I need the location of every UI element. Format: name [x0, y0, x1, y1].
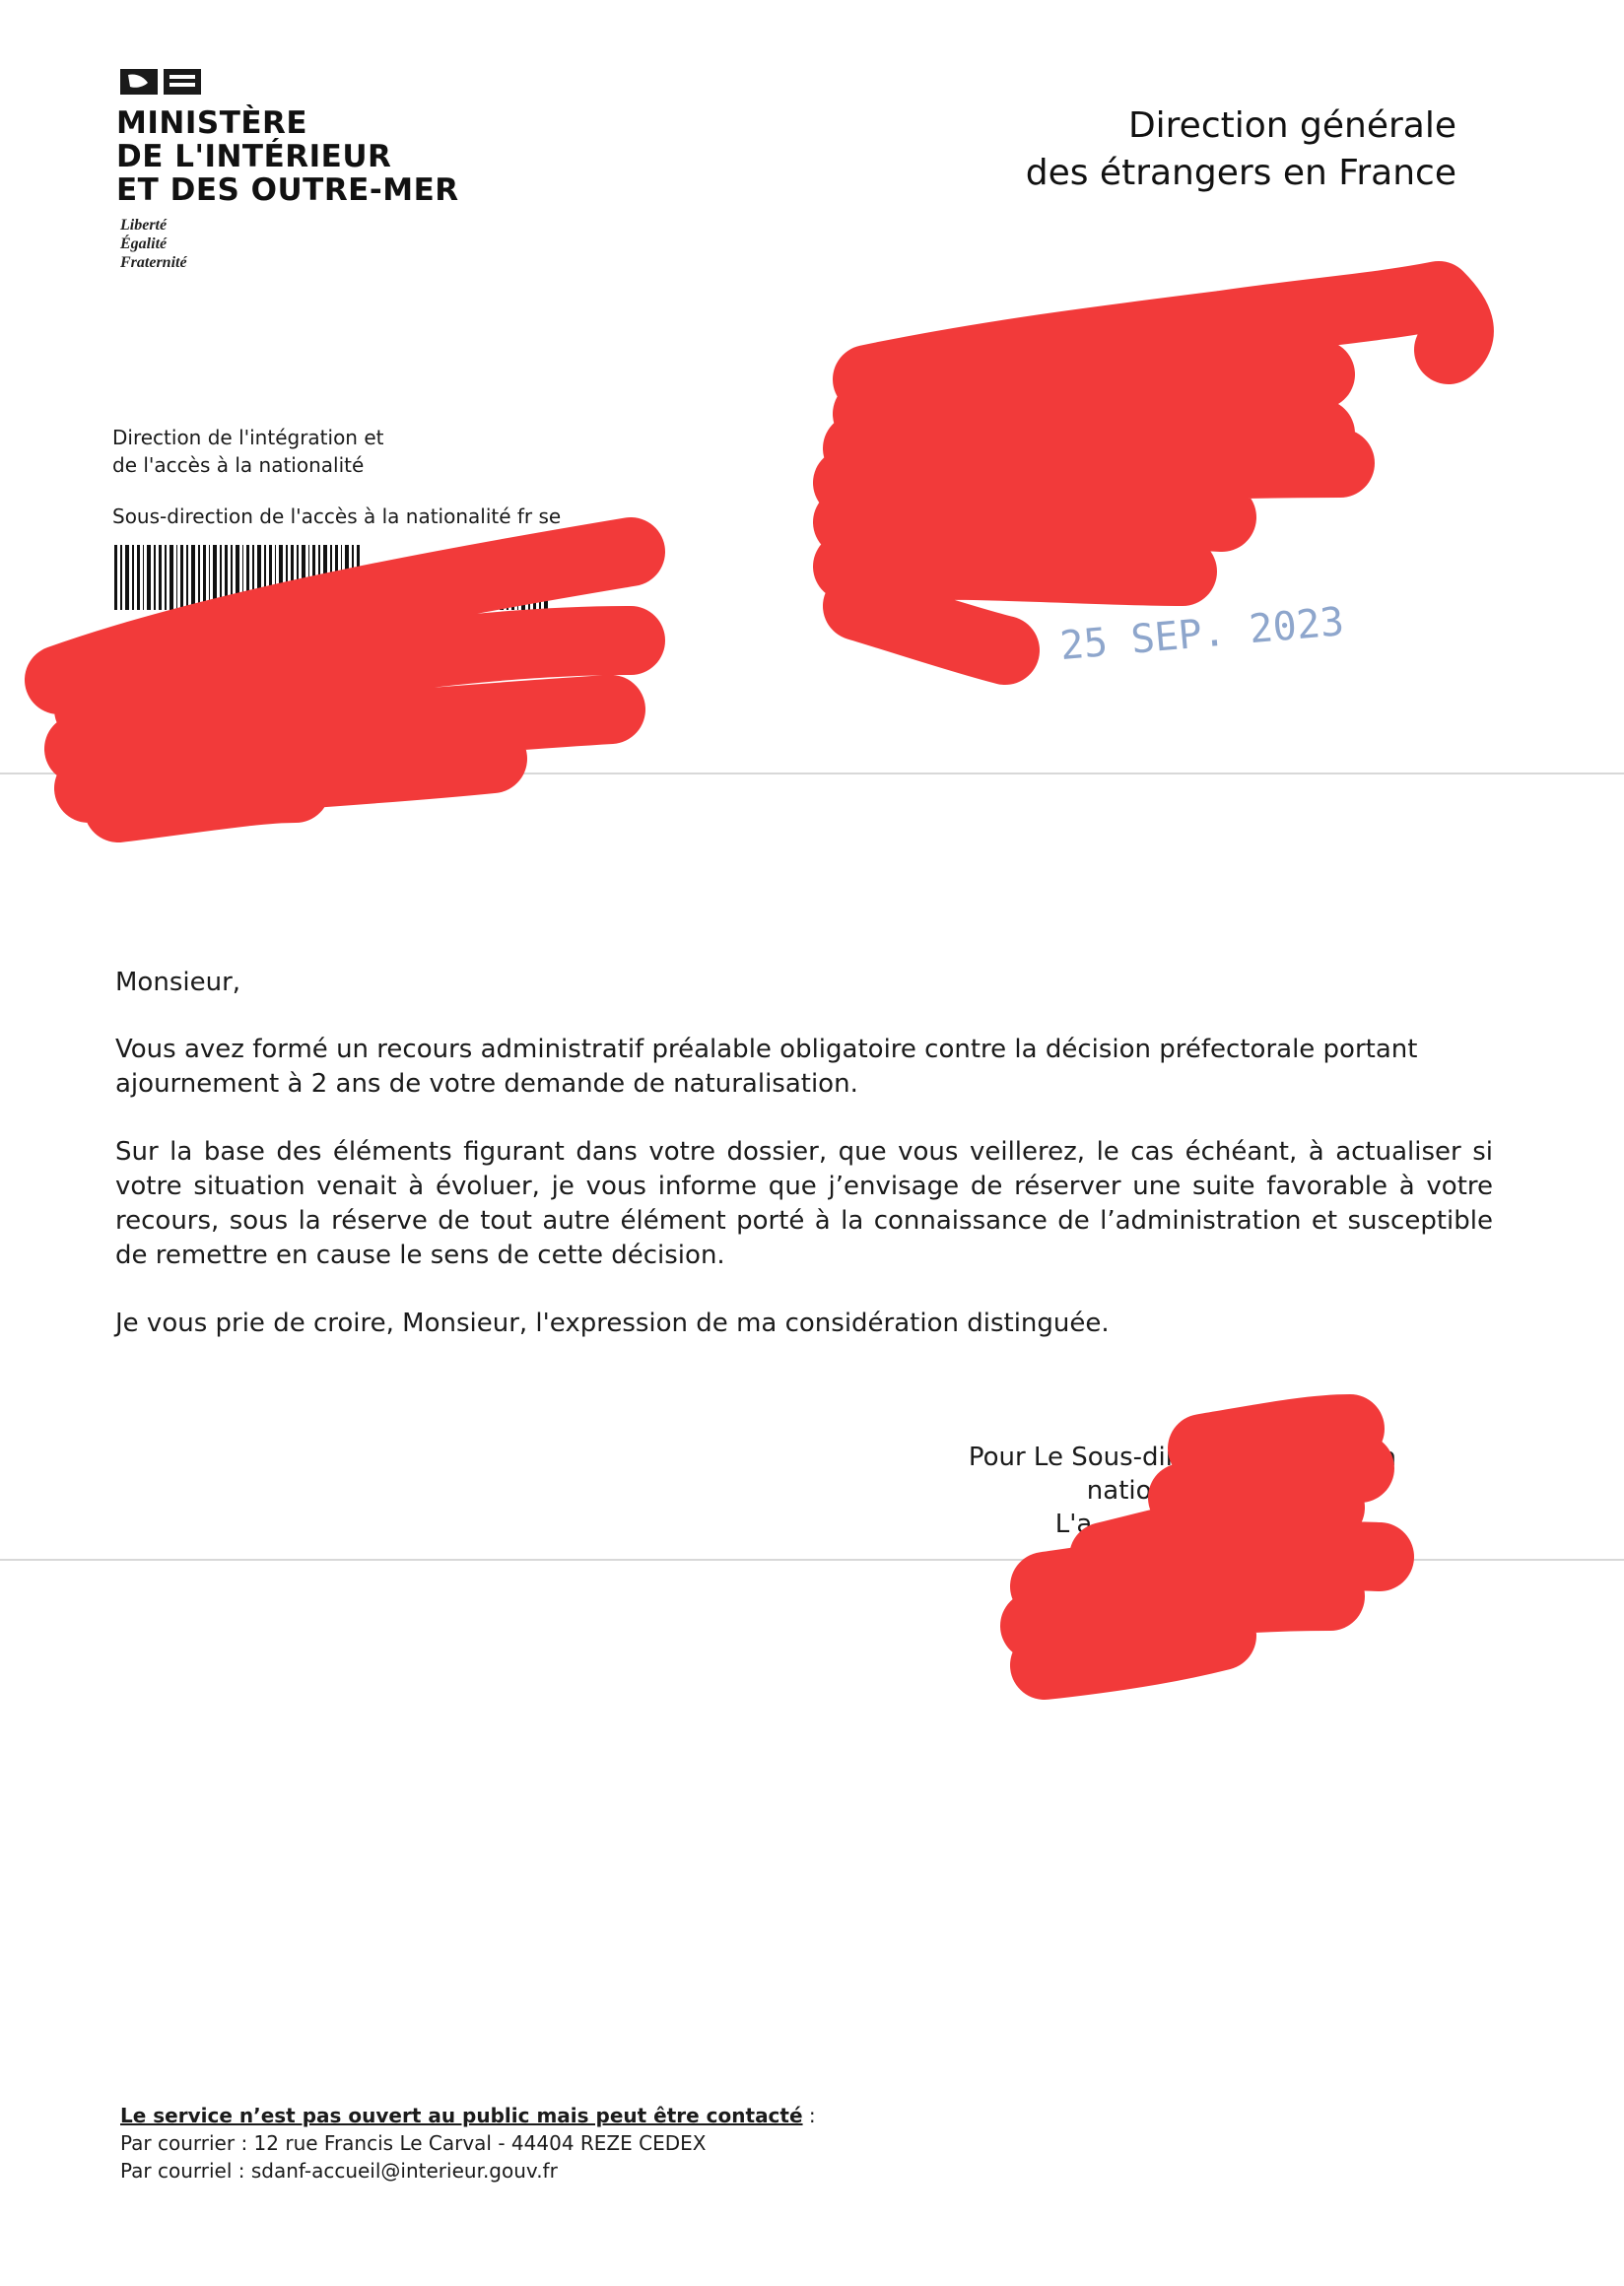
received-date-stamp	[1057, 599, 1346, 670]
letter-paragraph-2: Sur la base des éléments figurant dans votre dossier, que vous veillerez, le cas échéant, à actualiser si votre situation venait à évoluer, je vous informe que j’envisage de réserver une suite favorable à votre recours, sous la réserve de tout autre élément porté à la connaissance de l’administration et susceptible de remettre en cause le sens de cette décision.	[115, 1137, 1493, 1270]
service-line-1: Direction de l'intégration et	[112, 426, 384, 449]
footer-email-address: Par courriel : sdanf-accueil@interieur.gouv.fr	[120, 2159, 558, 2183]
signature-line-3: L'a sier,	[1054, 1510, 1311, 1539]
letter-salutation: Monsieur,	[115, 968, 241, 997]
barcode	[114, 545, 558, 610]
subdirection-line: Sous-direction de l'accès à la nationalité fr se	[112, 504, 562, 528]
footer-mail-address: Par courrier : 12 rue Francis Le Carval - 44404 REZE CEDEX	[120, 2131, 707, 2155]
direction-line-2: des étrangers en France	[1025, 153, 1456, 193]
letter-paragraph-1: Vous avez formé un recours administratif préalable obligatoire contre la décision préfectorale portant ajournement à 2 ans de votre demande de naturalisation.	[115, 1035, 1418, 1099]
marianne-logo-icon	[118, 65, 203, 99]
ministry-name	[116, 106, 459, 207]
ministry-line-1: MINISTÈRE	[116, 105, 308, 141]
signature-block	[926, 1441, 1439, 1541]
direction-generale-title	[1026, 102, 1456, 197]
stamp-date-text: 25 SEP. 2023	[1057, 599, 1346, 670]
ministry-line-3: ET DES OUTRE-MER	[116, 172, 459, 208]
ministry-line-2: DE L'INTÉRIEUR	[116, 139, 392, 174]
fold-line-bottom	[0, 1559, 1624, 1561]
footer-lead-suffix: :	[802, 2104, 816, 2127]
letter-closing: Je vous prie de croire, Monsieur, l'expression de ma considération distinguée.	[115, 1309, 1110, 1338]
republic-motto	[120, 216, 187, 272]
redaction-scribble-top-right	[847, 296, 1459, 650]
fold-line-top	[0, 773, 1624, 774]
motto-fraternite: Fraternité	[120, 254, 187, 271]
footer-lead: Le service n’est pas ouvert au public mais peut être contacté	[120, 2104, 803, 2127]
service-line-2: de l'accès à la nationalité	[112, 453, 365, 477]
signature-line-1: Pour Le Sous-directe es à la	[968, 1443, 1397, 1472]
contact-footer	[120, 2102, 816, 2185]
motto-egalite: Égalité	[120, 235, 168, 252]
motto-liberte: Liberté	[120, 217, 168, 234]
direction-line-1: Direction générale	[1127, 105, 1456, 146]
signature-line-2: nation se	[1086, 1476, 1279, 1506]
service-block	[112, 424, 384, 479]
